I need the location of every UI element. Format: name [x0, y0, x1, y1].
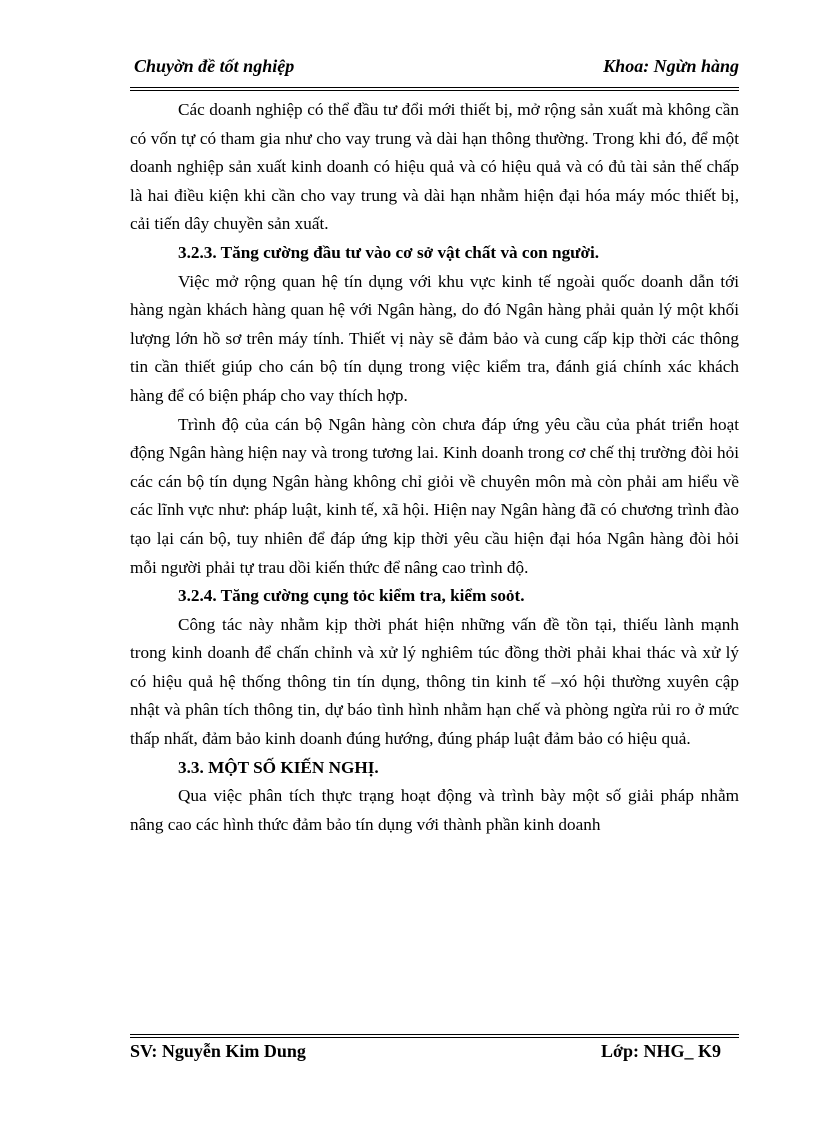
section-heading-3-2-4: 3.2.4. Tăng cường cụng tỏc kiểm tra, kiểm soỏt.	[178, 586, 525, 606]
footer-rule-thin	[130, 1034, 739, 1035]
header-rule-thick	[130, 87, 739, 88]
paragraph-4: Công tác này nhằm kịp thời phát hiện những vấn đề tồn tại, thiếu lành mạnh trong kinh doanh để chấn chỉnh và xử lý nghiêm túc đồng thời phải khai thác và xử lý có hiệu quả hệ thống thông tin tín dụng, thông tin kinh tế –xó hội thường xuyên cập nhật và phân tích thông tin, dự báo tình hình nhằm hạn chế và phòng ngừa rủi ro ở mức thấp nhất, đảm bảo kinh doanh đúng hướng, đúng pháp luật đảm bảo có hiệu quả.	[130, 614, 739, 749]
page-footer	[130, 1041, 739, 1065]
header-rule-thin	[130, 90, 739, 91]
page-body	[130, 96, 739, 839]
section-heading-3-3: 3.3. MỘT SỐ KIẾN NGHỊ.	[178, 757, 379, 777]
paragraph-2: Việc mở rộng quan hệ tín dụng với khu vực kinh tế ngoài quốc doanh dẫn tới hàng ngàn khách hàng quan hệ với Ngân hàng, do đó Ngân hàng phải quản lý một khối lượng lớn hồ sơ trên máy tính. Thiết vị này sẽ đảm bảo và cung cấp kịp thời các thông tin cần thiết giúp cho cán bộ tín dụng trong việc kiểm tra, đánh giá chính xác khách hàng để có biện pháp cho vay thích hợp.	[130, 271, 739, 405]
paragraph-5: Qua việc phân tích thực trạng hoạt động và trình bày một số giải pháp nhằm nâng cao các hình thức đảm bảo tín dụng với thành phần kinh doanh	[130, 786, 739, 834]
footer-student-name: SV: Nguyễn Kim Dung	[130, 1041, 306, 1061]
footer-rule-thick	[130, 1037, 739, 1038]
paragraph-3: Trình độ của cán bộ Ngân hàng còn chưa đáp ứng yêu cầu của phát triển hoạt động Ngân hàng hiện nay và trong tương lai. Kinh doanh trong cơ chế thị trường đòi hỏi các cán bộ tín dụng Ngân hàng không chỉ giỏi về chuyên môn mà còn phải am hiểu về các lĩnh vực như: pháp luật, kinh tế, xã hội. Hiện nay Ngân hàng đã có chương trình đào tạo lại cán bộ, tuy nhiên để đáp ứng kịp thời yêu cầu hiện đại hóa Ngân hàng đòi hỏi mỗi người phải tự trau dồi kiến thức để nâng cao trình độ.	[130, 414, 739, 577]
header-faculty: Khoa: Ngừn hàng	[603, 56, 739, 76]
footer-class: Lớp: NHG_ K9	[601, 1041, 721, 1061]
paragraph-1: Các doanh nghiệp có thể đầu tư đổi mới thiết bị, mở rộng sản xuất mà không cần có vốn tự có tham gia như cho vay trung và dài hạn thông thường. Trong khi đó, để một doanh nghiệp sản xuất kinh doanh có hiệu quả và có hiệu quả và có đủ tài sản thế chấp là hai điều kiện khi cần cho vay trung và dài hạn nhằm hiện đại hóa máy móc thiết bị, cải tiến dây chuyền sản xuất.	[130, 100, 739, 234]
section-heading-3-2-3: 3.2.3. Tăng cường đầu tư vào cơ sở vật chất và con người.	[178, 242, 600, 262]
page-header	[130, 56, 739, 80]
header-document-title: Chuyờn đề tốt nghiệp	[134, 56, 295, 76]
